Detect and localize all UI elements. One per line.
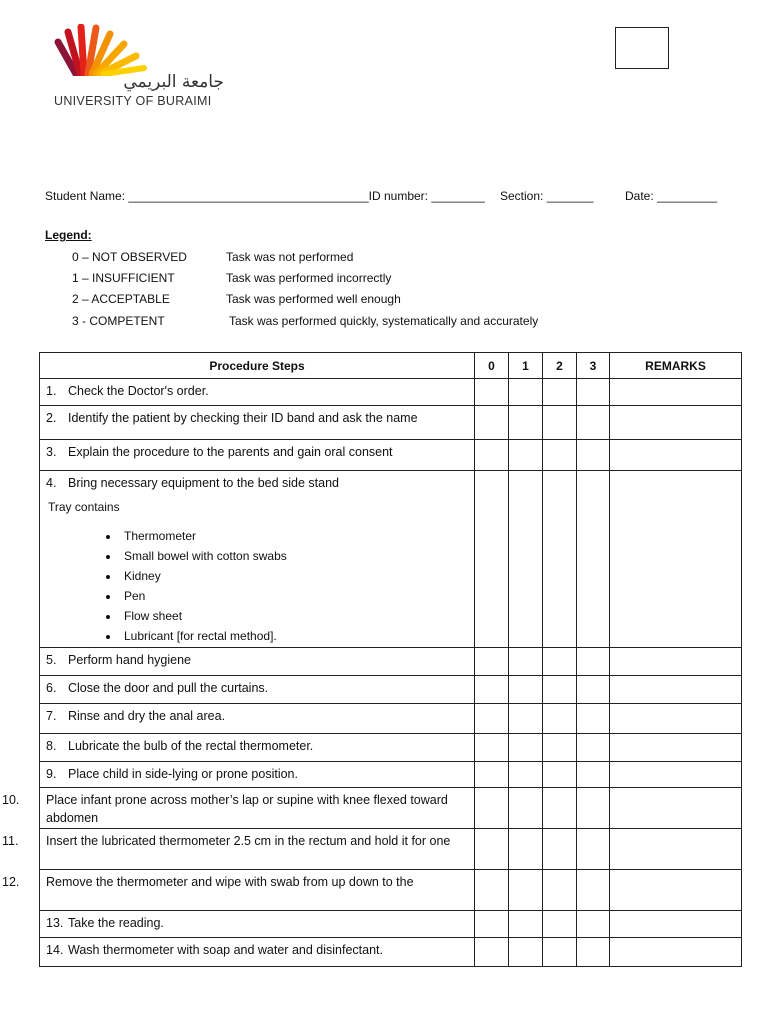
- score-cell-3[interactable]: [577, 676, 610, 704]
- score-cell-3[interactable]: [577, 704, 610, 734]
- score-cell-1[interactable]: [509, 870, 543, 911]
- university-logo: [52, 24, 232, 114]
- header-remarks: REMARKS: [610, 353, 742, 379]
- score-cell-1[interactable]: [509, 648, 543, 676]
- section-label: Section:: [500, 189, 544, 203]
- table-row: [40, 648, 742, 676]
- step-cell: [2, 829, 475, 870]
- step-number: 3.: [46, 445, 57, 459]
- step-number: 4.: [46, 476, 57, 490]
- table-row: [40, 676, 742, 704]
- score-cell-0[interactable]: [475, 704, 509, 734]
- score-cell-1[interactable]: [509, 676, 543, 704]
- step-cell: [40, 734, 475, 762]
- step-text: Take the reading.: [68, 916, 164, 930]
- table-row: [40, 704, 742, 734]
- header-score-3: 3: [577, 353, 610, 379]
- score-cell-2[interactable]: [543, 829, 577, 870]
- score-cell-0[interactable]: [475, 762, 509, 788]
- step-text: Bring necessary equipment to the bed side stand: [68, 476, 340, 490]
- legend-desc: Task was performed incorrectly: [226, 271, 392, 285]
- score-cell-0[interactable]: [475, 734, 509, 762]
- sunburst-logo-icon: [54, 24, 149, 76]
- score-cell-0[interactable]: [475, 648, 509, 676]
- step-number: 14.: [46, 943, 64, 957]
- step-number: 11.: [2, 834, 19, 848]
- score-cell-3[interactable]: [577, 471, 610, 648]
- remarks-cell[interactable]: [610, 911, 742, 938]
- header-score-1: 1: [509, 353, 543, 379]
- legend-code: 3 - COMPETENT: [72, 314, 165, 328]
- score-cell-0[interactable]: [475, 870, 509, 911]
- step-text: Close the door and pull the curtains.: [68, 681, 269, 695]
- score-cell-1[interactable]: [509, 788, 543, 829]
- step-text: Rinse and dry the anal area.: [68, 709, 226, 723]
- step-number: 6.: [46, 681, 57, 695]
- remarks-cell[interactable]: [610, 734, 742, 762]
- legend-item: [72, 292, 170, 306]
- legend-desc: Task was performed well enough: [226, 292, 401, 306]
- score-cell-0[interactable]: [475, 406, 509, 440]
- remarks-cell[interactable]: [610, 471, 742, 648]
- remarks-cell[interactable]: [610, 440, 742, 471]
- step-cell: [2, 788, 475, 829]
- legend-desc: Task was performed quickly, systematically and accurately: [229, 314, 539, 328]
- date-label: Date:: [625, 189, 654, 203]
- tray-list: [46, 526, 470, 646]
- student-info-line: [45, 189, 485, 203]
- score-cell-0[interactable]: [475, 440, 509, 471]
- score-cell-2[interactable]: [543, 788, 577, 829]
- table-row: [40, 788, 742, 829]
- list-item: • Lubricant [for rectal method].: [120, 626, 470, 646]
- step-cell: [40, 471, 475, 648]
- step-number: 12.: [2, 875, 20, 889]
- table-row: [40, 938, 742, 967]
- student-name-field[interactable]: ____________________________________: [128, 189, 369, 203]
- remarks-cell[interactable]: [610, 788, 742, 829]
- procedure-table: [2, 352, 742, 967]
- section-field[interactable]: _______: [546, 189, 594, 203]
- remarks-cell[interactable]: [610, 762, 742, 788]
- legend-code: 2 – ACCEPTABLE: [72, 292, 170, 306]
- list-item: • Pen: [120, 586, 470, 606]
- score-cell-2[interactable]: [543, 938, 577, 967]
- step-text: Place infant prone across mother’s lap or supine with knee flexed toward abdomen: [46, 793, 448, 825]
- step-cell: [40, 676, 475, 704]
- tray-label: Tray contains: [48, 500, 120, 514]
- score-cell-2[interactable]: [543, 734, 577, 762]
- remarks-cell[interactable]: [610, 379, 742, 406]
- id-number-field[interactable]: ________: [431, 189, 485, 203]
- step-cell: [40, 911, 475, 938]
- list-item: • Small bowel with cotton swabs: [120, 546, 470, 566]
- score-cell-0[interactable]: [475, 911, 509, 938]
- logo-english-text: UNIVERSITY OF BURAIMI: [54, 94, 212, 108]
- table-row: [40, 762, 742, 788]
- score-cell-1[interactable]: [509, 734, 543, 762]
- score-cell-1[interactable]: [509, 379, 543, 406]
- section-group: [500, 189, 593, 203]
- score-cell-3[interactable]: [577, 788, 610, 829]
- score-cell-3[interactable]: [577, 440, 610, 471]
- legend-item: [72, 271, 175, 285]
- step-text: Perform hand hygiene: [68, 653, 191, 667]
- score-cell-2[interactable]: [543, 676, 577, 704]
- score-cell-1[interactable]: [509, 762, 543, 788]
- score-cell-3[interactable]: [577, 648, 610, 676]
- score-cell-2[interactable]: [543, 870, 577, 911]
- remarks-cell[interactable]: [610, 870, 742, 911]
- score-cell-2[interactable]: [543, 379, 577, 406]
- score-cell-0[interactable]: [475, 788, 509, 829]
- step-text: Insert the lubricated thermometer 2.5 cm in the rectum and hold it for one: [46, 834, 451, 848]
- step-number: 10.: [2, 793, 20, 807]
- score-cell-2[interactable]: [543, 762, 577, 788]
- remarks-cell[interactable]: [610, 938, 742, 967]
- score-cell-1[interactable]: [509, 938, 543, 967]
- score-cell-2[interactable]: [543, 911, 577, 938]
- score-cell-0[interactable]: [475, 829, 509, 870]
- table-row: [40, 734, 742, 762]
- header-procedure-steps: Procedure Steps: [40, 353, 475, 379]
- step-text: Place child in side-lying or prone position.: [68, 767, 298, 781]
- score-cell-1[interactable]: [509, 406, 543, 440]
- remarks-cell[interactable]: [610, 829, 742, 870]
- remarks-cell[interactable]: [610, 406, 742, 440]
- score-cell-3[interactable]: [577, 911, 610, 938]
- table-row: [40, 379, 742, 406]
- date-group: [625, 189, 717, 203]
- score-cell-1[interactable]: [509, 911, 543, 938]
- score-cell-0[interactable]: [475, 676, 509, 704]
- legend-code: 1 – INSUFFICIENT: [72, 271, 175, 285]
- step-number: 1.: [46, 384, 57, 398]
- score-cell-1[interactable]: [509, 471, 543, 648]
- header-score-0: 0: [475, 353, 509, 379]
- score-cell-2[interactable]: [543, 704, 577, 734]
- step-cell: [40, 406, 475, 440]
- step-cell: [40, 440, 475, 471]
- table-row: [40, 870, 742, 911]
- score-cell-2[interactable]: [543, 471, 577, 648]
- remarks-cell[interactable]: [610, 704, 742, 734]
- step-number: 13.: [46, 916, 64, 930]
- score-cell-1[interactable]: [509, 829, 543, 870]
- list-item: • Flow sheet: [120, 606, 470, 626]
- remarks-cell[interactable]: [610, 676, 742, 704]
- score-cell-3[interactable]: [577, 734, 610, 762]
- step-cell: [2, 870, 475, 911]
- step-number: 2.: [46, 411, 57, 425]
- legend-code: 0 – NOT OBSERVED: [72, 250, 187, 264]
- table-row: [40, 440, 742, 471]
- legend-item: [72, 250, 187, 264]
- list-item: • Kidney: [120, 566, 470, 586]
- score-cell-3[interactable]: [577, 762, 610, 788]
- step-text: Wash thermometer with soap and water and disinfectant.: [68, 943, 383, 957]
- score-cell-2[interactable]: [543, 440, 577, 471]
- step-text: Lubricate the bulb of the rectal thermometer.: [68, 739, 314, 753]
- legend-item: [72, 314, 165, 328]
- score-cell-1[interactable]: [509, 704, 543, 734]
- step-number: 7.: [46, 709, 57, 723]
- score-cell-0[interactable]: [475, 379, 509, 406]
- score-cell-2[interactable]: [543, 406, 577, 440]
- table-row: [40, 406, 742, 440]
- step-number: 9.: [46, 767, 57, 781]
- table-header-row: [40, 353, 742, 379]
- score-cell-3[interactable]: [577, 379, 610, 406]
- score-cell-1[interactable]: [509, 440, 543, 471]
- score-cell-0[interactable]: [475, 471, 509, 648]
- step-cell: [40, 762, 475, 788]
- step-text: Identify the patient by checking their ID band and ask the name: [68, 411, 418, 425]
- remarks-cell[interactable]: [610, 648, 742, 676]
- step-text: Check the Doctor's order.: [68, 384, 209, 398]
- step-number: 5.: [46, 653, 57, 667]
- table-row: [40, 471, 742, 648]
- table-row: [40, 829, 742, 870]
- table-row: [40, 911, 742, 938]
- step-cell: [40, 938, 475, 967]
- header-score-2: 2: [543, 353, 577, 379]
- step-cell: [40, 704, 475, 734]
- legend-desc: Task was not performed: [226, 250, 354, 264]
- step-cell: [40, 379, 475, 406]
- date-field[interactable]: _________: [657, 189, 718, 203]
- step-number: 8.: [46, 739, 57, 753]
- corner-box: [615, 27, 669, 69]
- score-cell-2[interactable]: [543, 648, 577, 676]
- score-cell-0[interactable]: [475, 938, 509, 967]
- id-number-label: ID number:: [368, 189, 429, 203]
- score-cell-3[interactable]: [577, 406, 610, 440]
- score-cell-3[interactable]: [577, 938, 610, 967]
- legend-title: Legend:: [45, 228, 92, 242]
- logo-arabic-text: جامعة البريمي: [123, 72, 224, 92]
- student-name-label: Student Name:: [45, 189, 126, 203]
- step-cell: [40, 648, 475, 676]
- step-text: Explain the procedure to the parents and gain oral consent: [68, 445, 393, 459]
- score-cell-3[interactable]: [577, 870, 610, 911]
- score-cell-3[interactable]: [577, 829, 610, 870]
- step-text: Remove the thermometer and wipe with swab from up down to the: [46, 875, 414, 889]
- list-item: • Thermometer: [120, 526, 470, 546]
